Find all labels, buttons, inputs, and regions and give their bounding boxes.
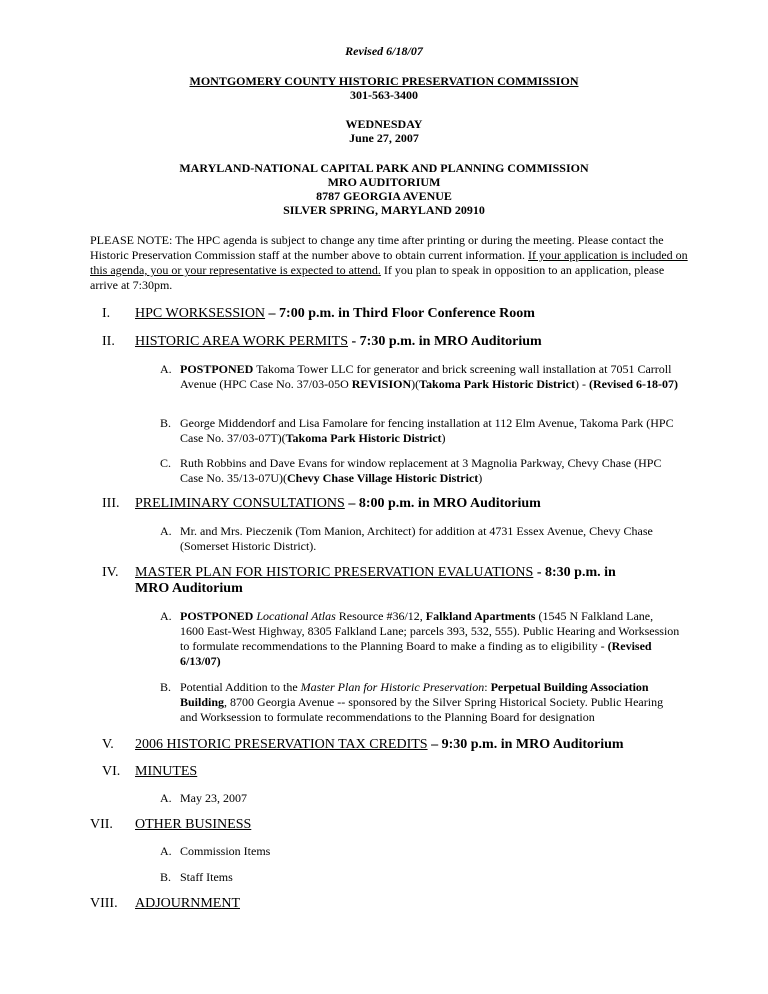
section-title: MASTER PLAN FOR HISTORIC PRESERVATION EVALUATIONS <box>135 565 534 580</box>
item-letter: B. <box>160 870 172 884</box>
item-letter: B. <box>160 680 172 694</box>
section-number: III. <box>102 496 120 511</box>
meeting-date: June 27, 2007 <box>349 131 419 145</box>
note-text: PLEASE NOTE: The HPC agenda is subject to change any time after printing or during the meeting. Please contact the Historic Preservation Commission staff at the number above to obtain current information. <box>90 233 664 262</box>
item-status: POSTPONED <box>180 362 254 376</box>
item-text: ) - <box>575 377 589 391</box>
venue-city: SILVER SPRING, MARYLAND 20910 <box>283 203 485 217</box>
item-letter: A. <box>160 791 172 805</box>
section-number: I. <box>102 306 111 321</box>
item-publication: Master Plan for Historic Preservation <box>300 680 485 694</box>
item-text: )( <box>411 377 420 391</box>
item-text: May 23, 2007 <box>180 791 247 805</box>
section-time: - 8:30 p.m. in MRO Auditorium <box>135 565 616 596</box>
item-text: Potential Addition to the <box>180 680 301 694</box>
section-title: OTHER BUSINESS <box>135 817 252 832</box>
item-text: George Middendorf and Lisa Famolare for fencing installation at 112 Elm Avenue, Takoma Park (HPC Case No. 37/03-07T)( <box>180 416 674 445</box>
section-number: IV. <box>102 565 119 580</box>
venue-street: 8787 GEORGIA AVENUE <box>316 189 452 203</box>
section-title: PRELIMINARY CONSULTATIONS <box>135 496 345 511</box>
section-title: HISTORIC AREA WORK PERMITS <box>135 334 349 349</box>
note-attendance-text: If your application is included on this agenda, you or your representative is expected to attend. <box>90 248 688 277</box>
section-number: VI. <box>102 764 121 779</box>
section-title: ADJOURNMENT <box>135 896 240 911</box>
item-resource-name: Falkland Apartments <box>425 609 536 623</box>
item-text: , 8700 Georgia Avenue -- sponsored by the Silver Spring Historical Society. Public Hearing and Worksession to formulate recommendations to the Planning Board for designation <box>180 695 664 724</box>
section-title: 2006 HISTORIC PRESERVATION TAX CREDITS <box>135 737 428 752</box>
section-time: - 7:30 p.m. in MRO Auditorium <box>348 334 542 349</box>
item-district: Chevy Chase Village Historic District <box>286 471 479 485</box>
item-letter: C. <box>160 456 172 470</box>
item-district: Takoma Park Historic District <box>419 377 575 391</box>
commission-phone: 301-563-3400 <box>350 88 418 102</box>
item-letter: A. <box>160 524 172 538</box>
item-text: Ruth Robbins and Dave Evans for window replacement at 3 Magnolia Parkway, Chevy Chase (HPC Case No. 35/13-07U)( <box>180 456 662 485</box>
revised-date: Revised 6/18/07 <box>345 44 423 58</box>
item-district: Takoma Park Historic District <box>285 431 442 445</box>
item-letter: A. <box>160 609 172 623</box>
item-text: Mr. and Mrs. Pieczenik (Tom Manion, Architect) for addition at 4731 Essex Avenue, Chevy Chase (Somerset Historic District). <box>180 524 653 553</box>
item-text: Staff Items <box>180 870 233 884</box>
section-number: VII. <box>90 817 113 832</box>
meeting-day: WEDNESDAY <box>345 117 423 131</box>
item-text: ) <box>478 471 483 485</box>
item-text: Resource #36/12, <box>335 609 426 623</box>
item-revised-date: (Revised 6-18-07) <box>589 377 678 391</box>
commission-name: MONTGOMERY COUNTY HISTORIC PRESERVATION COMMISSION <box>189 74 579 88</box>
item-text: : <box>484 680 491 694</box>
venue-name: MRO AUDITORIUM <box>327 175 441 189</box>
section-number: II. <box>102 334 115 349</box>
item-letter: A. <box>160 844 172 858</box>
item-text: Commission Items <box>180 844 271 858</box>
item-status: POSTPONED <box>180 609 254 623</box>
section-title: MINUTES <box>135 764 198 779</box>
section-time: – 7:00 p.m. in Third Floor Conference Room <box>265 306 535 321</box>
item-publication: Locational Atlas <box>256 609 336 623</box>
section-title: HPC WORKSESSION <box>135 306 266 321</box>
item-revision: REVISION <box>351 377 412 391</box>
item-text: Takoma Tower LLC for generator and brick screening wall installation at 7051 Carroll Avenue (HPC Case No. 37/03-05O <box>180 362 672 391</box>
organization-name: MARYLAND-NATIONAL CAPITAL PARK AND PLANNING COMMISSION <box>179 161 589 175</box>
section-number: VIII. <box>90 896 118 911</box>
item-revised-date: (Revised 6/13/07) <box>180 639 652 668</box>
section-time: – 8:00 p.m. in MRO Auditorium <box>344 496 541 511</box>
item-resource-name: Perpetual Building Association Building <box>180 680 649 709</box>
note-opposition-text: If you plan to speak in opposition to an application, please arrive at 7:30pm. <box>90 263 665 292</box>
item-text: ) <box>441 431 446 445</box>
please-note-paragraph <box>90 233 690 293</box>
item-letter: A. <box>160 362 172 376</box>
item-letter: B. <box>160 416 172 430</box>
section-time: – 9:30 p.m. in MRO Auditorium <box>427 737 624 752</box>
item-text: (1545 N Falkland Lane, 1600 East-West Highway, 8305 Falkland Lane; parcels 393, 532, 555). Public Hearing and Worksession to formulate recommendations to the Planning Board to make a finding as to eligibility - <box>180 609 680 653</box>
section-number: V. <box>102 737 114 752</box>
